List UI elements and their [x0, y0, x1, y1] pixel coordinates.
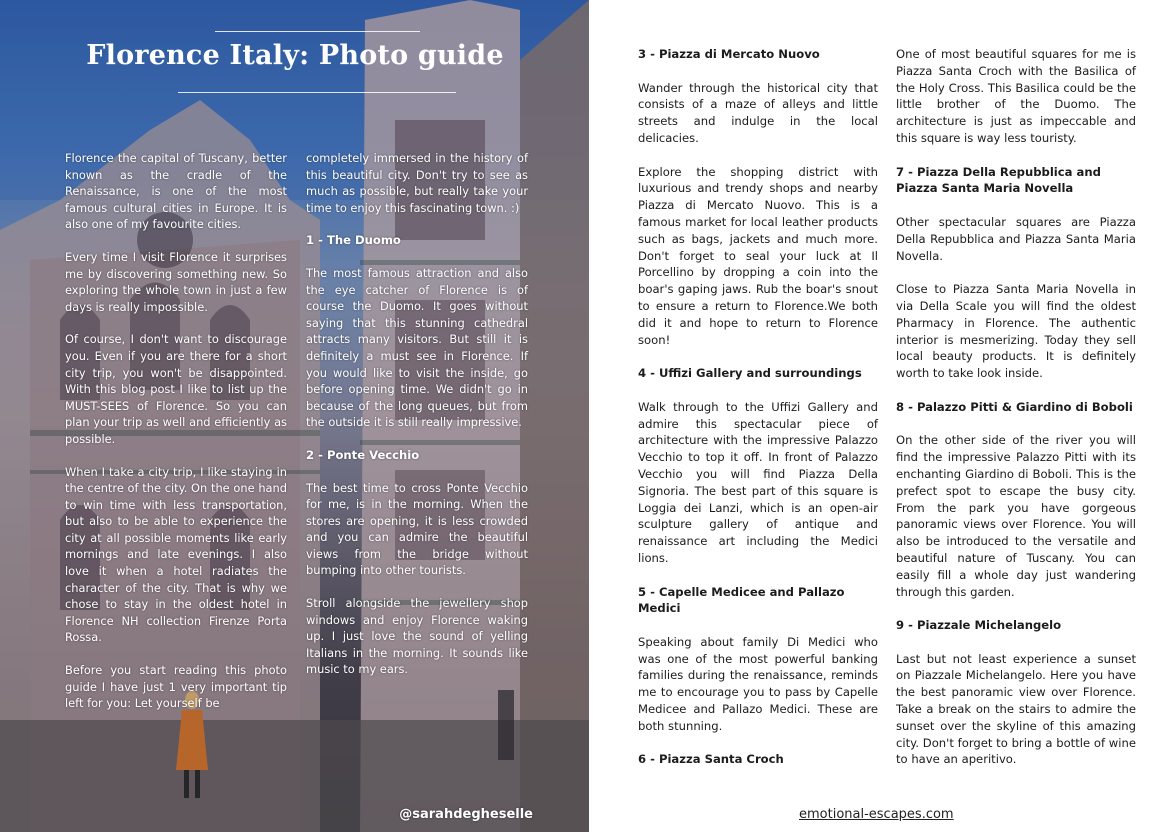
paragraph: Every time I visit Florence it surprises me by discovering something new. So exploring the whole town in just a few days is really impossible. [65, 249, 287, 314]
section-heading: 1 - The Duomo [306, 233, 401, 248]
paragraph: Explore the shopping district with luxurious and trendy shops and nearby Piazza di Mercato Nuovo. This is a famous market for local leather products such as bags, jackets and much more. Don't forget to seal your luck at Il Porcellino by dropping a coin into the boar's gaping jaws. Rub the boar's snout to ensure a return to Florence.We both did it and hope to return to Florence soon! [638, 164, 878, 347]
paragraph: One of most beautiful squares for me is Piazza Santa Croch with the Basilica of the Holy Cross. This Basilica could be the little brother of the Duomo. The architecture is just as impeccable and this square is way less touristy. [896, 47, 1136, 145]
section-heading: 6 - Piazza Santa Croch [638, 752, 784, 767]
photo-text-column-1 [65, 150, 287, 728]
paragraph: completely immersed in the history of this beautiful city. Don't try to see as much as possible, but really take your time to enjoy this fascinating town. :) [306, 151, 528, 215]
paragraph: Wander through the historical city that consists of a maze of alleys and little streets and indulge in the local delicacies. [638, 80, 878, 145]
section-heading: 5 - Capelle Medicee and Pallazo Medici [638, 584, 845, 616]
paragraph: When I take a city trip, I like staying in the centre of the city. On the one hand to win time with less transportation, but also to be able to experience the city at all possible moments like early mornings and late evenings. I also love it when a hotel radiates the character of the city. That is why we chose to stay in the oldest hotel in Florence NH collection Firenze Porta Rossa. [65, 464, 287, 645]
section-heading: 7 - Piazza Della Repubblica and Piazza Santa Maria Novella [896, 164, 1101, 196]
title-rule-bottom [178, 92, 456, 93]
instagram-handle: @sarahdegheselle [399, 807, 533, 822]
section-heading: 3 - Piazza di Mercato Nuovo [638, 47, 820, 61]
website-link[interactable]: emotional-escapes.com [799, 807, 954, 822]
section-heading: 2 - Ponte Vecchio [306, 447, 420, 462]
paragraph: Close to Piazza Santa Maria Novella in via Della Scale you will find the oldest Pharmacy in Florence. The authentic interior is mesmerizing. Today they sell local beauty products. It is definitely worth to take look inside. [896, 282, 1136, 381]
paragraph: Speaking about family Di Medici who was one of the most powerful banking families during the renaissance, reminds me to encourage you to pass by Capelle Medicee and Pallazo Medici. These are both stunning. [638, 634, 878, 733]
paragraph: On the other side of the river you will find the impressive Palazzo Pitti with its enchanting Giardino di Boboli. This is the prefect spot to escape the busy city. From the park you have gorgeous panoramic views over Florence. You will also be introduced to the versatile and beautiful nature of Tuscany. You can easily fill a whole day just wandering through this garden. [896, 433, 1136, 599]
paragraph: Stroll alongside the jewellery shop windows and enjoy Florence waking up. I just love the sound of yelling Italians in the morning. It sounds like music to my ears. [306, 596, 528, 677]
title-rule-top [215, 31, 420, 32]
text-column-2 [896, 46, 1136, 785]
paragraph: The best time to cross Ponte Vecchio for me, is in the morning. When the stores are opening, it is less crowded and you can admire the beautiful views from the bridge without bumping into other tourists. [306, 480, 528, 578]
section-heading: 9 - Piazzale Michelangelo [896, 618, 1062, 633]
photo-text-column-2 [306, 150, 528, 694]
text-page [589, 0, 1176, 832]
section-heading: 8 - Palazzo Pitti & Giardino di Boboli [896, 399, 1133, 414]
paragraph: Walk through to the Uffizi Gallery and admire this spectacular piece of architecture with the impressive Palazzo Vecchio to top it off. In front of Palazzo Vecchio you will find Piazza Della Signoria. The best part of this square is Loggia dei Lanzi, which is an open-air sculpture gallery of antique and renaissance art including the Medici lions. [638, 399, 878, 565]
page-title: Florence Italy: Photo guide [86, 40, 504, 71]
text-column-1 [638, 46, 878, 785]
paragraph: The most famous attraction and also the eye catcher of Florence is of course the Duomo. It goes without saying that this stunning cathedral attracts many visitors. But still it is definitely a must see in Florence. If you would like to visit the inside, go before opening time. We didn't go in because of the long queues, but from the outside it is still really impressive. [306, 265, 528, 430]
paragraph: Of course, I don't want to discourage you. Even if you are there for a short city trip, you won't be disappointed. With this blog post I like to list up the MUST-SEES of Florence. So you can plan your trip as well and efficiently as possible. [65, 332, 287, 446]
section-heading: 4 - Uffizi Gallery and surroundings [638, 366, 862, 381]
paragraph: Last but not least experience a sunset on Piazzale Michelangelo. Here you have the best panoramic view over Florence. Take a break on the stairs to admire the sunset over the skyline of this amazing city. Don't forget to bring a bottle of wine to have an aperitivo. [896, 651, 1136, 767]
paragraph: Other spectacular squares are Piazza Della Repubblica and Piazza Santa Maria Novella. [896, 214, 1136, 263]
paragraph: Florence the capital of Tuscany, better known as the cradle of the Renaissance, is one of the most famous cultural cities in Europe. It is also one of my favourite cities. [65, 151, 287, 232]
paragraph: Before you start reading this photo guide I have just 1 very important tip left for you: Let yourself be [65, 663, 287, 711]
